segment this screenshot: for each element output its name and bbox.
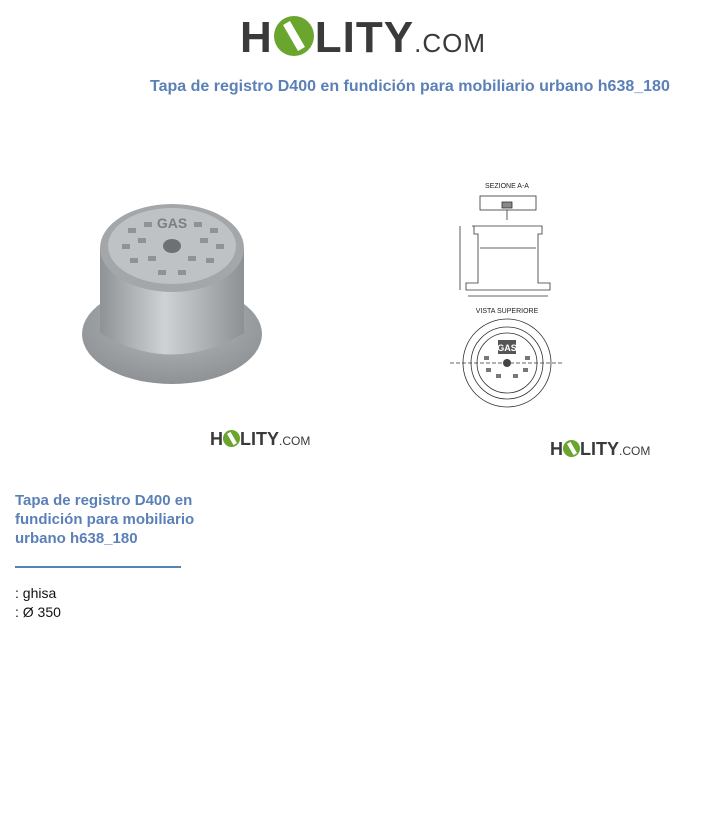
technical-drawing (450, 178, 575, 413)
spec-diameter: : Ø 350 (15, 604, 61, 620)
top-view-label: VISTA SUPERIORE (475, 308, 539, 315)
logo-o-icon (223, 430, 240, 447)
logo-letters: LITY (240, 429, 279, 449)
section-label: SEZIONE A-A (485, 183, 529, 190)
holity-logo-photo (210, 428, 310, 450)
drawing-gas-text: GAS (497, 343, 517, 353)
logo-o-icon (274, 16, 314, 56)
logo-letter-h: H (240, 13, 273, 62)
logo-com: .COM (414, 28, 486, 58)
product-photo (78, 198, 278, 388)
logo-com: .COM (279, 434, 311, 448)
page-title: Tapa de registro D400 en fundición para mobiliario urbano h638_180 (150, 78, 670, 95)
product-title-link[interactable]: Tapa de registro D400 en fundición para mobiliario urbano h638_180 (15, 492, 195, 547)
spec-material: : ghisa (15, 585, 57, 601)
logo-letter-h: H (210, 429, 223, 449)
logo-letters: LITY (314, 13, 415, 62)
logo-o-icon (563, 440, 580, 457)
logo-letters: LITY (580, 439, 619, 459)
title-underline (15, 566, 181, 568)
logo-letter-h: H (550, 439, 563, 459)
logo-com: .COM (619, 444, 651, 458)
holity-logo-drawing (550, 438, 650, 460)
holity-logo[interactable] (240, 12, 486, 63)
lid-text: GAS (156, 215, 188, 231)
